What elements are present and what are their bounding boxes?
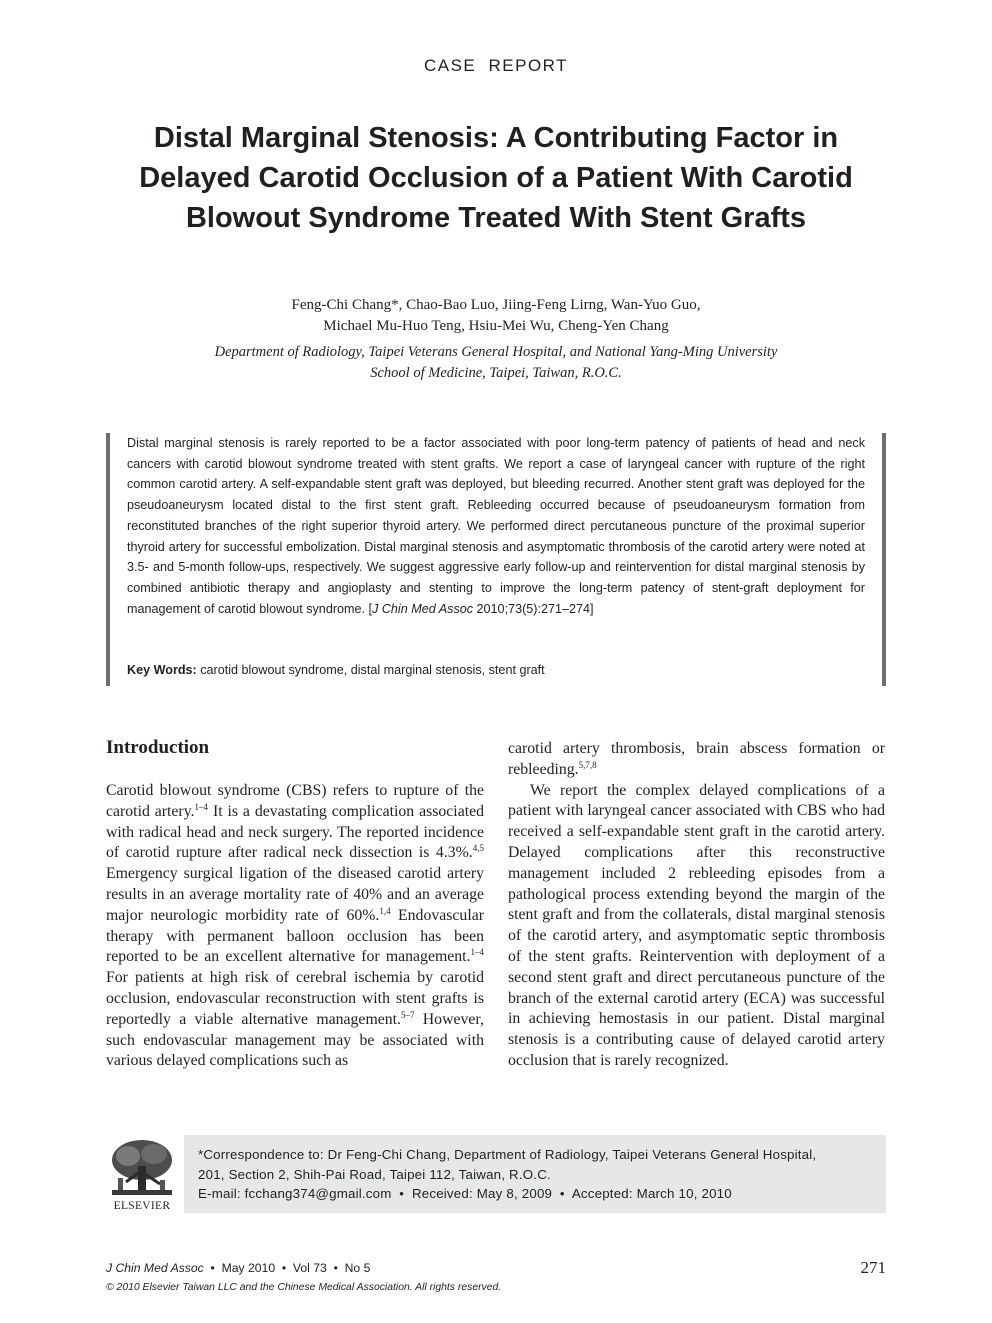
page-number: 271 [860,1258,886,1277]
intro-sentence: Emergency surgical ligation of the diseased carotid artery results in an average mortality rate of 40% and an average major neurologic morbidity rate of 60%. [106,865,484,924]
footer-copyright: © 2010 Elsevier Taiwan LLC and the Chinese Medical Association. All rights reserved. [106,1282,502,1293]
authors-line-2: Michael Mu-Huo Teng, Hsiu-Mei Wu, Cheng-Yen Chang [323,318,669,334]
citation-journal: J Chin Med Assoc [372,601,474,616]
keywords-label: Key Words: [127,663,197,677]
article-title: Distal Marginal Stenosis: A Contributing Factor in Delayed Carotid Occlusion of a Patient With Carotid Blowout Syndrome Treated With Stent Grafts [139,122,853,234]
elsevier-tree-icon [106,1136,178,1200]
footer-issue: • May 2010 • Vol 73 • No 5 [203,1261,371,1275]
citation-open: [ [368,601,373,616]
affiliation-line-1: Department of Radiology, Taipei Veterans General Hospital, and National Yang-Ming University [214,344,778,360]
reference-superscript: 1–4 [194,801,209,812]
intro-sentence: For patients at high risk of cerebral ischemia by carotid occlusion, endovascular reconstruction with stent grafts is reportedly a viable alternative management. [106,969,484,1028]
intro-sentence: Endovascular therapy with permanent balloon occlusion has been reported to be an excellent alternative for management. [106,906,484,966]
abstract-body: Distal marginal stenosis is rarely reported to be a factor associated with poor long-term patency of patients of head and neck cancers with carotid blowout syndrome treated with stent grafts. We report a case of laryngeal cancer with rupture of the right common carotid artery. A self-expandable stent graft was deployed, but bleeding recurred. Another stent graft was deployed for the pseudoaneurysm located distal to the first stent graft. Rebleeding occurred because of pseudoaneurysm formation from reconstituted branches of the right superior thyroid artery. We performed direct percutaneous puncture of the proximal superior thyroid artery for successful embolization. Distal marginal stenosis and asymptomatic thrombosis of the carotid artery were noted at 3.5- and 5-month follow-ups, respectively. We suggest aggressive early follow-up and reintervention for distal marginal stenosis by combined antibiotic therapy and angioplasty and stenting to improve the long-term patency of stent-graft deployment for management of carotid blowout syndrome. [127,436,865,616]
elsevier-logo [106,1136,178,1214]
reference-superscript: 5–7 [400,1009,415,1020]
intro-sentence: However, such endovascular management may be associated with various delayed complications such as [106,1010,484,1070]
intro-paragraph-1-part-a [106,781,484,1072]
intro-paragraph-1-part-b [508,739,885,781]
section-label: CASE REPORT [423,56,569,75]
citation-rest: 2010;73(5):271–274] [473,601,594,616]
reference-superscript: 1,4 [379,905,391,916]
elsevier-wordmark: ELSEVIER [113,1200,171,1212]
intro-paragraph-2: We report the complex delayed complications of a patient with laryngeal cancer associated with CBS who had received a self-expandable stent graft in the carotid artery. Delayed complications after this reconstructive management included 2 rebleeding episodes from a pathological process extending beyond the margin of the stent graft and from the collaterals, distal marginal stenosis of the carotid artery, and asymptomatic septic thrombosis of the stent grafts. Reintervention with deployment of a second stent graft and direct percutaneous puncture of the branch of the external carotid artery (ECA) was successful in achieving hemostasis in our patient. Distal marginal stenosis is a contributing cause of delayed carotid artery occlusion that is rarely recognized. [508,781,885,1069]
right-column [508,739,885,1072]
intro-sentence: It is a devastating complication associated with radical head and neck surgery. The reported incidence of carotid rupture after radical neck dissection is 4.3%. [106,802,484,862]
correspondence-line-1: *Correspondence to: Dr Feng-Chi Chang, Department of Radiology, Taipei Veterans General Hospital, [198,1147,817,1162]
affiliation-line-2: School of Medicine, Taipei, Taiwan, R.O.C. [370,365,622,381]
correspondence-line-2: 201, Section 2, Shih-Pai Road, Taipei 112, Taiwan, R.O.C. [198,1166,551,1182]
keywords-list: carotid blowout syndrome, distal marginal stenosis, stent graft [196,663,545,677]
correspondence-text [198,1145,872,1204]
reference-superscript: 1–4 [470,947,484,958]
abstract-box [106,433,886,686]
authors-line-1: Feng-Chi Chang*, Chao-Bao Luo, Jiing-Feng Lirng, Wan-Yuo Guo, [291,297,701,313]
abstract-text [127,433,865,619]
intro-sentence: carotid artery thrombosis, brain abscess formation or rebleeding. [508,740,885,778]
left-column [106,781,484,1072]
reference-superscript: 4,5 [472,843,484,854]
footer-journal-info [106,1261,370,1275]
introduction-heading: Introduction [106,737,210,758]
correspondence-box [184,1135,886,1213]
intro-sentence: Carotid blowout syndrome (CBS) refers to rupture of the carotid artery. [106,782,484,820]
footer-journal-name: J Chin Med Assoc [106,1261,204,1275]
keywords [127,663,865,677]
reference-superscript: 5,7,8 [578,759,597,770]
correspondence-line-3: E-mail: fcchang374@gmail.com • Received: May 8, 2009 • Accepted: March 10, 2010 [198,1186,732,1201]
